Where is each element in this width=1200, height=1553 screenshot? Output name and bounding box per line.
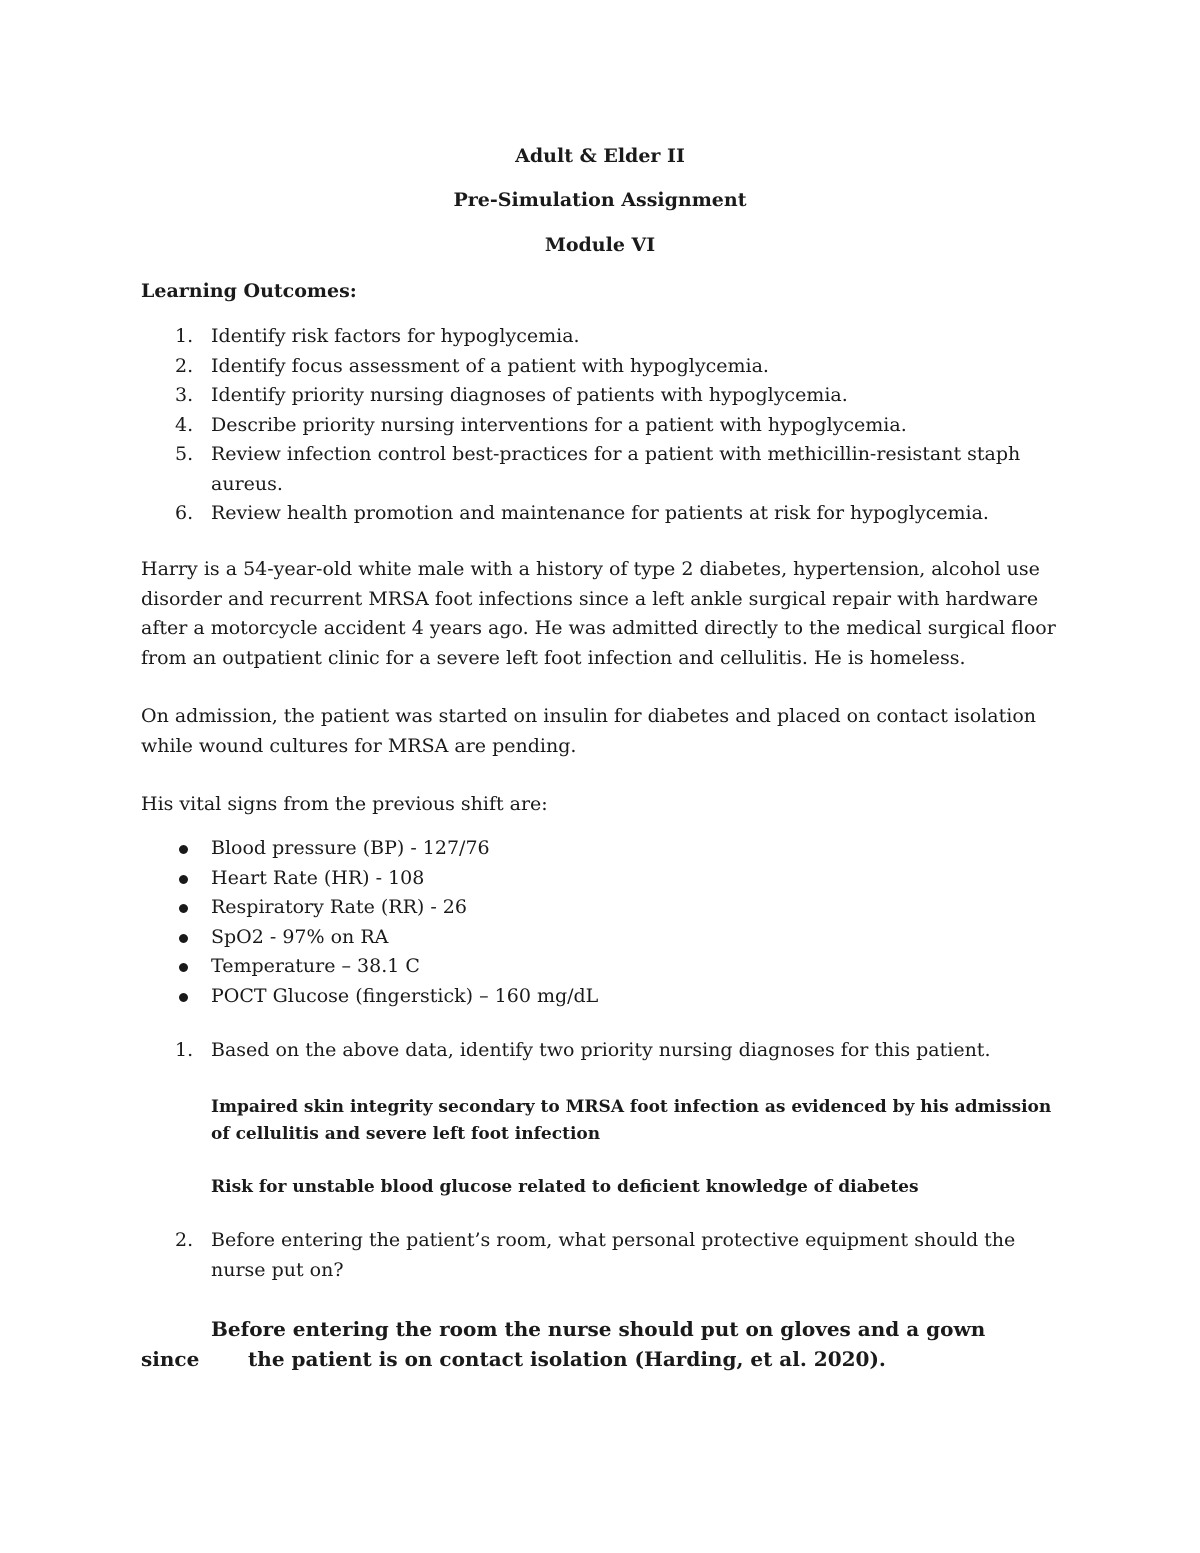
question-text: Before entering the patient’s room, what personal protective equipment should the nurse put on?: [211, 1229, 1016, 1281]
question-text: Based on the above data, identify two priority nursing diagnoses for this patient.: [211, 1039, 991, 1061]
answer-1-diagnosis-2: Risk for unstable blood glucose related to deficient knowledge of diabetes: [211, 1177, 919, 1197]
question-1: [141, 1036, 1061, 1066]
list-item: [141, 982, 1061, 1012]
list-number: 3.: [175, 384, 194, 406]
question-2: [141, 1226, 1061, 1285]
list-text: Describe priority nursing interventions for a patient with hypoglycemia.: [211, 413, 907, 436]
list-text: Identify risk factors for hypoglycemia.: [211, 325, 580, 347]
list-item: [141, 499, 1061, 529]
list-item: [141, 1036, 1061, 1066]
vital-sign-text: Respiratory Rate (RR) - 26: [211, 896, 467, 918]
vital-signs-list: [141, 834, 1061, 1011]
list-item: [141, 440, 1061, 499]
answer-2: [141, 1314, 1041, 1374]
list-item: [141, 893, 1061, 923]
case-paragraph-admission: On admission, the patient was started on insulin for diabetes and placed on contact isolation while wound cultures for MRSA are pending.: [141, 705, 1037, 757]
vital-sign-text: Blood pressure (BP) - 127/76: [211, 837, 490, 859]
question-number: 2.: [175, 1229, 194, 1251]
case-paragraph-history: Harry is a 54-year-old white male with a history of type 2 diabetes, hypertension, alcohol use disorder and recurrent MRSA foot infections since a left ankle surgical repair with hardware after a motorcycle accident 4 years ago. He was admitted directly to the medical surgical floor from an outpatient clinic for a severe left foot infection and cellulitis. He is homeless.: [141, 558, 1056, 669]
list-item: [141, 1226, 1061, 1285]
list-item: [141, 411, 1061, 441]
bullet-icon: [179, 875, 188, 884]
learning-outcomes-list: [141, 322, 1061, 529]
answer-2-text: Before entering the room the nurse should put on gloves and a gown since the patient is on contact isolation (Harding, et al. 2020).: [141, 1317, 993, 1371]
vital-sign-text: POCT Glucose (fingerstick) – 160 mg/dL: [211, 984, 599, 1007]
bullet-icon: [179, 963, 188, 972]
vitals-intro: His vital signs from the previous shift are:: [141, 793, 548, 815]
list-number: 6.: [175, 502, 194, 524]
list-number: 1.: [175, 325, 194, 347]
list-item: [141, 352, 1061, 382]
list-text: Identify focus assessment of a patient with hypoglycemia.: [211, 354, 769, 377]
module-title: Module VI: [544, 234, 656, 256]
list-text: Identify priority nursing diagnoses of patients with hypoglycemia.: [211, 384, 848, 406]
bullet-icon: [179, 934, 188, 943]
list-item: [141, 834, 1061, 864]
list-text: Review infection control best-practices for a patient with methicillin-resistant staph aureus.: [211, 443, 1021, 495]
vital-sign-text: Heart Rate (HR) - 108: [211, 866, 425, 889]
bullet-icon: [179, 993, 188, 1002]
assignment-title: Pre-Simulation Assignment: [453, 189, 747, 211]
vital-sign-text: SpO2 - 97% on RA: [211, 925, 389, 948]
bullet-icon: [179, 845, 188, 854]
list-number: 5.: [175, 443, 194, 465]
list-text: Review health promotion and maintenance for patients at risk for hypoglycemia.: [211, 502, 989, 524]
list-number: 2.: [175, 354, 194, 377]
vital-sign-text: Temperature – 38.1 C: [211, 955, 420, 977]
course-title: Adult & Elder II: [515, 145, 685, 167]
list-item: [141, 322, 1061, 352]
question-number: 1.: [175, 1039, 194, 1061]
learning-outcomes-heading: Learning Outcomes:: [141, 280, 357, 302]
list-number: 4.: [175, 413, 194, 436]
list-item: [141, 864, 1061, 894]
list-item: [141, 952, 1061, 982]
list-item: [141, 381, 1061, 411]
list-item: [141, 923, 1061, 953]
bullet-icon: [179, 904, 188, 913]
answer-1-diagnosis-1: Impaired skin integrity secondary to MRSA foot infection as evidenced by his admission of cellulitis and severe left foot infection: [211, 1097, 1052, 1144]
